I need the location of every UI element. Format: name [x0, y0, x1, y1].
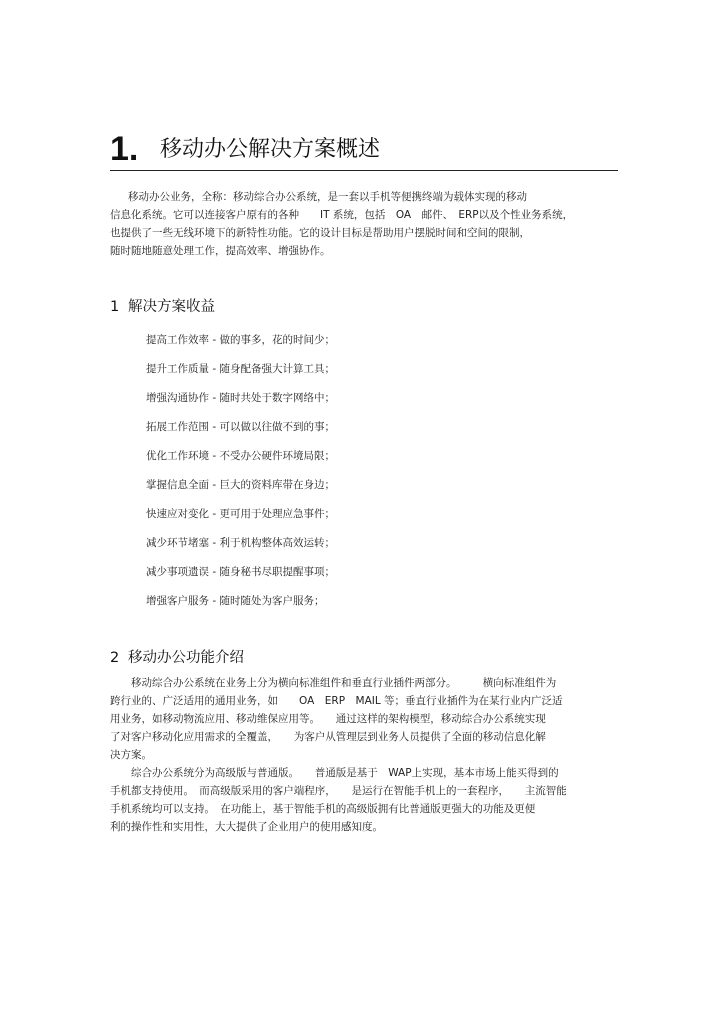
section-1-heading-text: 解决方案收益: [128, 299, 215, 315]
section-1-heading: [110, 297, 215, 317]
intro-paragraph: [110, 188, 610, 260]
body-line: 用业务，如移动物流应用、移动维保应用等。 通过这样的架构模型，移动综合办公系统实现: [110, 713, 546, 725]
benefit-item: 减少环节堵塞 - 利于机构整体高效运转；: [146, 537, 335, 549]
body-line: 决方案。: [110, 749, 152, 761]
intro-line: 移动办公业务，全称：移动综合办公系统，是一套以手机等便携终端为载体实现的移动: [128, 191, 527, 203]
body-line: 跨行业的、广泛适用的通用业务，如 OA ERP MAIL 等；垂直行业插件为在某行业内广泛适: [110, 695, 563, 707]
intro-line: 也提供了一些无线环境下的新特性功能。它的设计目标是帮助用户摆脱时间和空间的限制，: [110, 227, 530, 239]
intro-line: 信息化系统。它可以连接客户原有的各种 IT 系统，包括 OA 邮件、 ERP以及个性业务系统，: [110, 209, 574, 221]
section-1-number: 1: [110, 299, 120, 315]
benefit-item: 快速应对变化 - 更可用于处理应急事件；: [146, 508, 335, 520]
intro-line: 随时随地随意处理工作，提高效率、增强协作。: [110, 245, 331, 257]
body-line: 利的操作性和实用性，大大提供了企业用户的使用感知度。: [110, 821, 383, 833]
section-2-heading: [110, 648, 244, 668]
body-line: 综合办公系统分为高级版与普通版。 普通版是基于 WAP上实现，基本市场上能买得到的: [110, 767, 559, 779]
benefit-item: 掌握信息全面 - 巨大的资料库带在身边；: [146, 479, 335, 491]
benefit-item: 优化工作环境 - 不受办公硬件环境局限；: [146, 450, 335, 462]
chapter-title-text: 移动办公解决方案概述: [160, 137, 381, 162]
chapter-title: [110, 132, 618, 171]
section-2-paragraph-2: [110, 764, 610, 836]
benefits-list: [146, 330, 335, 620]
benefit-item: 提升工作质量 - 随身配备强大计算工具；: [146, 363, 335, 375]
section-2-number: 2: [110, 650, 120, 666]
section-2-heading-text: 移动办公功能介绍: [128, 650, 244, 666]
benefit-item: 减少事项遗误 - 随身秘书尽职提醒事项；: [146, 566, 335, 578]
body-line: 手机系统均可以支持。 在功能上，基于智能手机的高级版拥有比普通版更强大的功能及更便: [110, 803, 536, 815]
body-line: 移动综合办公系统在业务上分为横向标准组件和垂直行业插件两部分。 横向标准组件为: [110, 677, 557, 689]
body-line: 了对客户移动化应用需求的全覆盖， 为客户从管理层到业务人员提供了全面的移动信息化解: [110, 731, 546, 743]
benefit-item: 拓展工作范围 - 可以做以往做不到的事；: [146, 421, 335, 433]
section-2-paragraph-1: [110, 674, 610, 764]
body-line: 手机都支持使用。 而高级版采用的客户端程序， 是运行在智能手机上的一套程序， 主流智能: [110, 785, 567, 797]
chapter-number: 1.: [110, 130, 139, 168]
benefit-item: 增强沟通协作 - 随时共处于数字网络中；: [146, 392, 335, 404]
benefit-item: 增强客户服务 - 随时随处为客户服务；: [146, 595, 325, 607]
benefit-item: 提高工作效率 - 做的事多，花的时间少；: [146, 334, 335, 346]
